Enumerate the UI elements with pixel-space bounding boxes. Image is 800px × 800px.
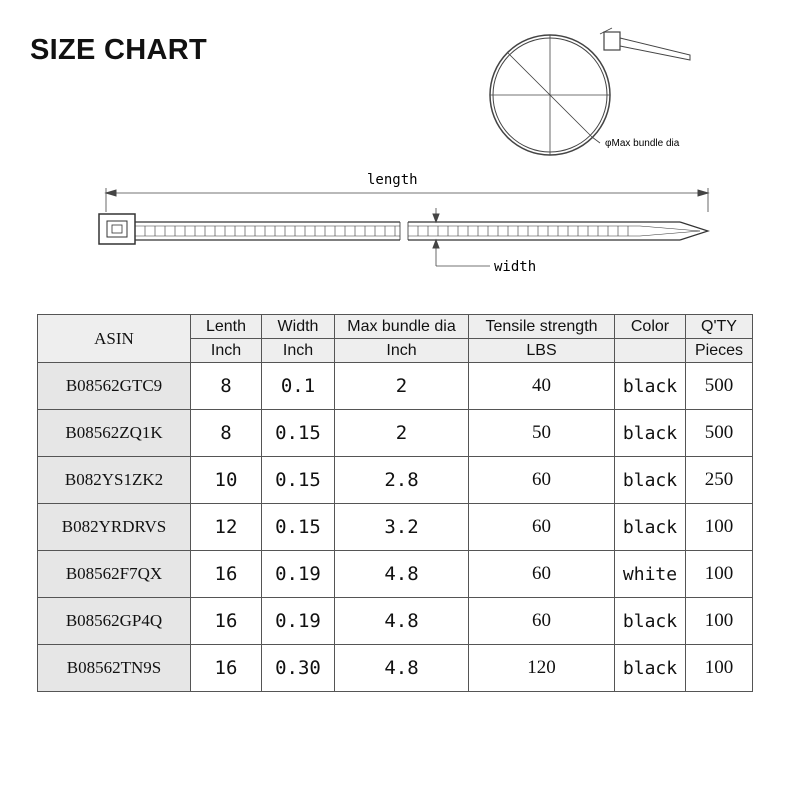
header-bundle: Max bundle dia	[335, 315, 469, 339]
color-cell: black	[615, 645, 686, 692]
length-label: length	[367, 172, 418, 188]
width-cell: 0.19	[262, 598, 335, 645]
bundle-cell: 4.8	[335, 645, 469, 692]
length-cell: 8	[191, 410, 262, 457]
header-bundle-unit: Inch	[335, 339, 469, 363]
bundle-cell: 4.8	[335, 551, 469, 598]
asin-cell: B08562F7QX	[38, 551, 191, 598]
length-cell: 16	[191, 598, 262, 645]
qty-cell: 100	[686, 504, 753, 551]
table-row	[38, 363, 753, 410]
bundle-cell: 2	[335, 363, 469, 410]
header-color: Color	[615, 315, 686, 339]
header-length: Lenth	[191, 315, 262, 339]
width-cell: 0.15	[262, 410, 335, 457]
length-cell: 16	[191, 645, 262, 692]
asin-cell: B082YS1ZK2	[38, 457, 191, 504]
header-asin: ASIN	[38, 315, 191, 363]
width-cell: 0.15	[262, 457, 335, 504]
qty-cell: 100	[686, 551, 753, 598]
width-dimension	[433, 208, 490, 266]
qty-cell: 100	[686, 645, 753, 692]
qty-cell: 100	[686, 598, 753, 645]
asin-cell: B08562ZQ1K	[38, 410, 191, 457]
width-cell: 0.19	[262, 551, 335, 598]
max-bundle-label: φMax bundle dia	[605, 138, 680, 149]
bundle-loop-illustration	[490, 28, 690, 155]
table-row	[38, 598, 753, 645]
bundle-cell: 3.2	[335, 504, 469, 551]
header-length-unit: Inch	[191, 339, 262, 363]
header-tensile-unit: LBS	[469, 339, 615, 363]
qty-cell: 500	[686, 410, 753, 457]
color-cell: black	[615, 598, 686, 645]
table-row	[38, 551, 753, 598]
length-cell: 8	[191, 363, 262, 410]
asin-cell: B08562GP4Q	[38, 598, 191, 645]
tie-teeth	[145, 226, 628, 236]
table-row	[38, 645, 753, 692]
length-cell: 10	[191, 457, 262, 504]
header-tensile: Tensile strength	[469, 315, 615, 339]
length-dimension	[106, 188, 708, 212]
asin-cell: B08562TN9S	[38, 645, 191, 692]
header-width: Width	[262, 315, 335, 339]
length-cell: 16	[191, 551, 262, 598]
tensile-cell: 40	[469, 363, 615, 410]
size-chart-table	[37, 314, 753, 692]
tensile-cell: 120	[469, 645, 615, 692]
cable-tie-diagram	[0, 0, 800, 300]
color-cell: black	[615, 363, 686, 410]
table-row	[38, 504, 753, 551]
width-cell: 0.30	[262, 645, 335, 692]
page-title: SIZE CHART	[30, 34, 207, 66]
bundle-cell: 4.8	[335, 598, 469, 645]
tensile-cell: 60	[469, 551, 615, 598]
qty-cell: 250	[686, 457, 753, 504]
color-cell: black	[615, 410, 686, 457]
width-label: width	[494, 259, 537, 275]
width-cell: 0.1	[262, 363, 335, 410]
tensile-cell: 50	[469, 410, 615, 457]
header-qty-unit: Pieces	[686, 339, 753, 363]
cable-tie-straight	[99, 214, 708, 244]
table-row	[38, 457, 753, 504]
width-cell: 0.15	[262, 504, 335, 551]
tensile-cell: 60	[469, 504, 615, 551]
table-row	[38, 410, 753, 457]
header-color-unit	[615, 339, 686, 363]
header-width-unit: Inch	[262, 339, 335, 363]
color-cell: black	[615, 504, 686, 551]
header-qty: Q'TY	[686, 315, 753, 339]
tensile-cell: 60	[469, 598, 615, 645]
color-cell: white	[615, 551, 686, 598]
asin-cell: B08562GTC9	[38, 363, 191, 410]
tensile-cell: 60	[469, 457, 615, 504]
bundle-cell: 2	[335, 410, 469, 457]
length-cell: 12	[191, 504, 262, 551]
color-cell: black	[615, 457, 686, 504]
asin-cell: B082YRDRVS	[38, 504, 191, 551]
qty-cell: 500	[686, 363, 753, 410]
bundle-cell: 2.8	[335, 457, 469, 504]
